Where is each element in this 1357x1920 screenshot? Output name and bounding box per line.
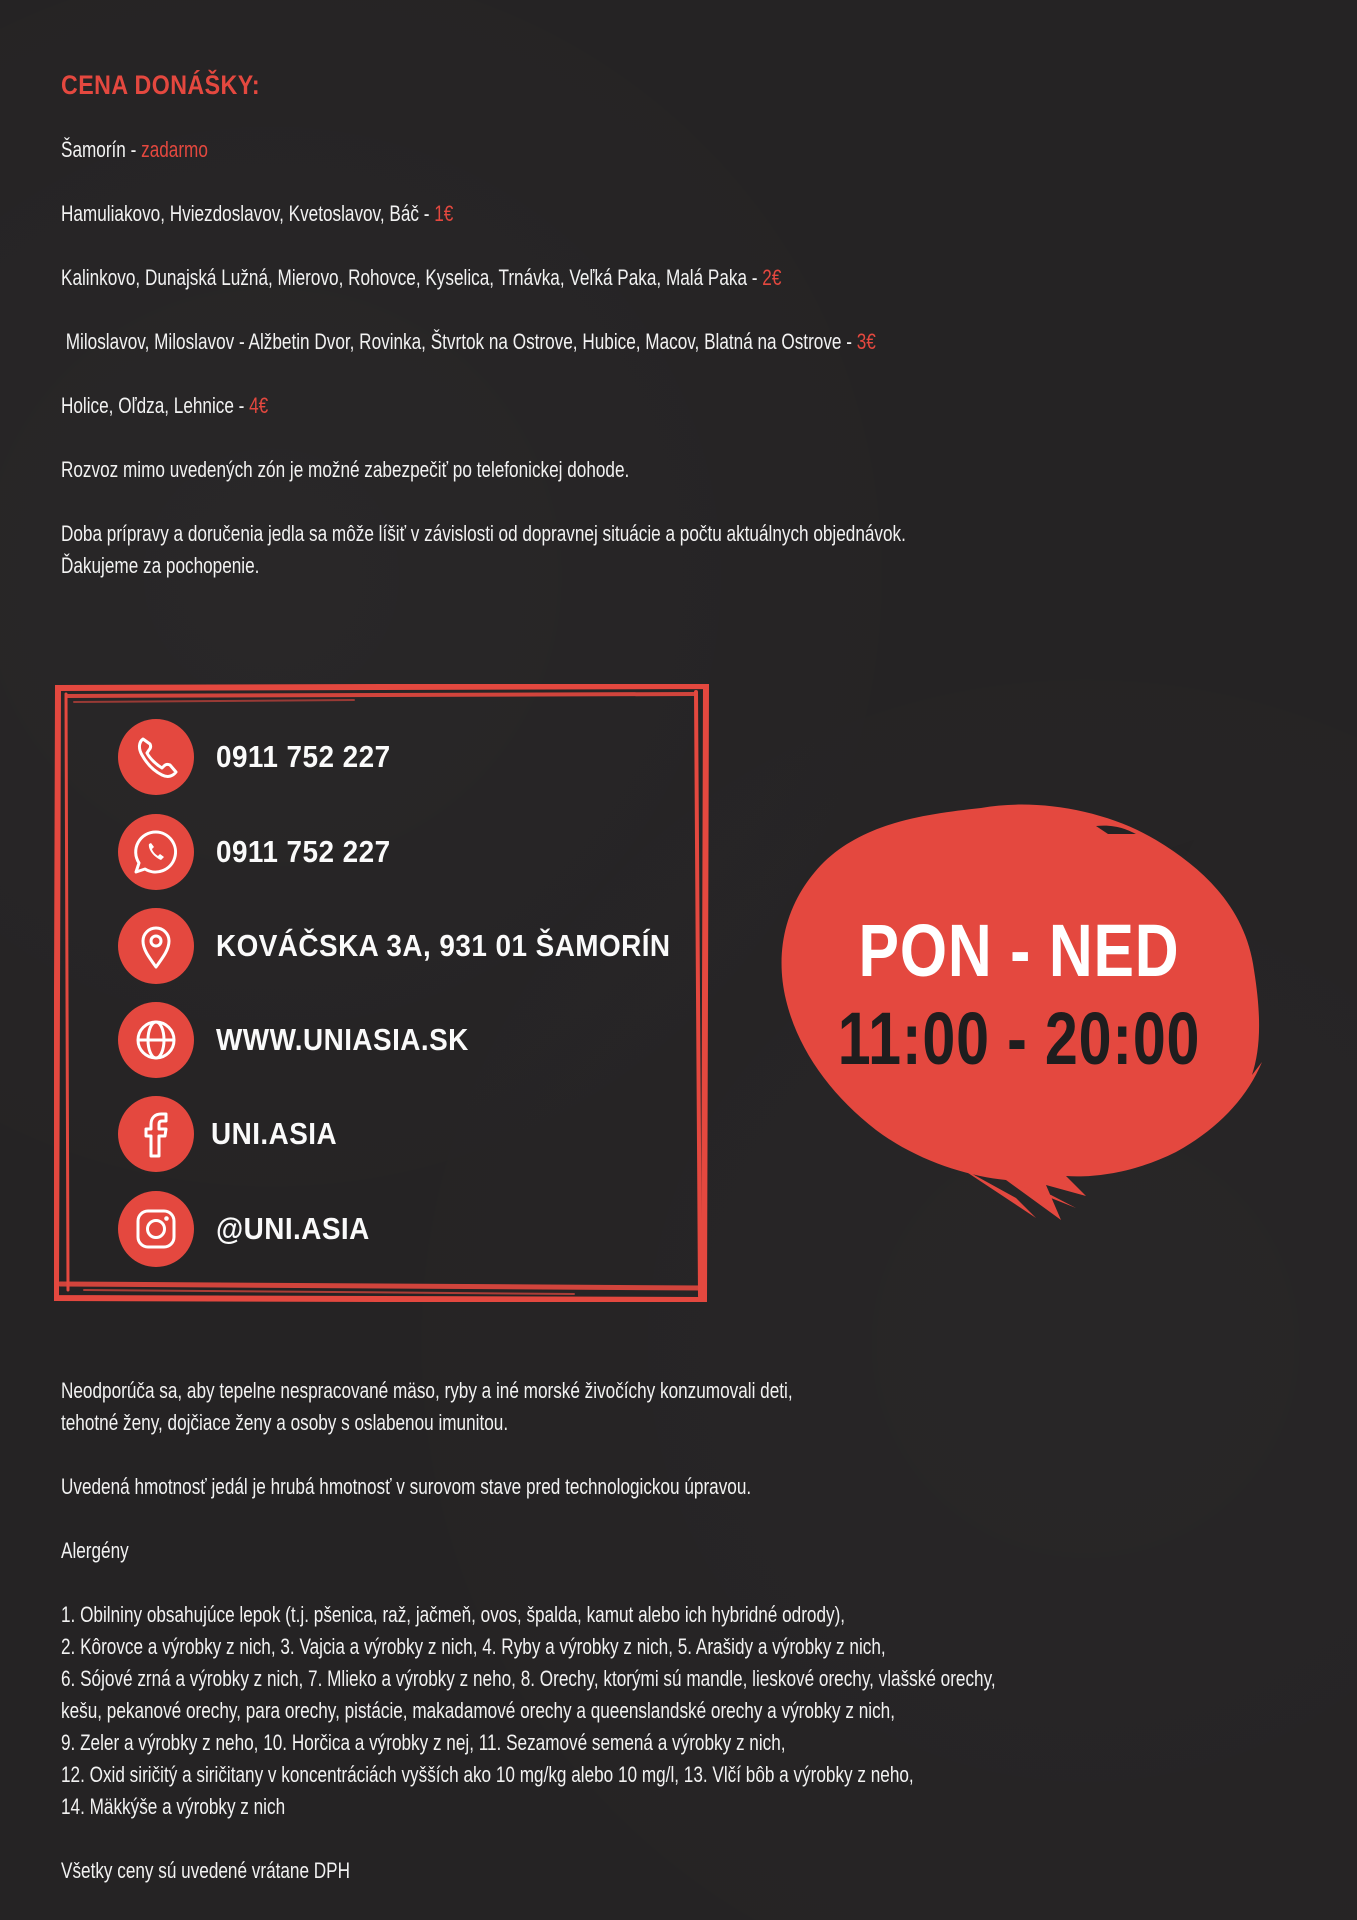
zone-places: Šamorín - — [61, 137, 142, 162]
whatsapp-icon — [116, 812, 196, 892]
delivery-zone-2 — [61, 262, 997, 294]
delivery-zone-1 — [61, 198, 997, 230]
facebook-handle: UNI.ASIA — [211, 1116, 338, 1151]
delivery-time-note: Doba prípravy a doručenia jedla sa môže líšiť v závislosti od dopravnej situácie a počtu aktuálnych objednávok. — [61, 521, 906, 546]
delivery-prices-section — [61, 70, 1261, 582]
legal-notes-section — [61, 1375, 1301, 1887]
contact-instagram-row[interactable] — [116, 1189, 387, 1269]
zone-price: zadarmo — [141, 137, 208, 162]
zone-places: Holice, Oľdza, Lehnice - — [61, 393, 250, 418]
contact-whatsapp-row[interactable] — [116, 812, 410, 892]
zone-price: 2€ — [762, 265, 782, 290]
opening-days: PON - NED — [858, 909, 1180, 992]
phone-icon — [116, 717, 196, 797]
delivery-zone-4 — [61, 390, 997, 422]
delivery-title: CENA DONÁŠKY: — [61, 70, 261, 100]
opening-hours-badge — [776, 800, 1262, 1240]
allergen-line: 6. Sójové zrná a výrobky z nich, 7. Mlieko a výrobky z neho, 8. Orechy, ktorými sú mandle, lieskové orechy, vlašské orechy, — [61, 1666, 996, 1691]
contact-box — [54, 684, 709, 1302]
facebook-icon — [116, 1094, 196, 1174]
allergen-line: 9. Zeler a výrobky z neho, 10. Horčica a výrobky z nej, 11. Sezamové semená a výrobky z nich, — [61, 1730, 786, 1755]
delivery-zone-3 — [61, 326, 997, 358]
zone-price: 4€ — [249, 393, 269, 418]
phone-number: 0911 752 227 — [216, 739, 391, 774]
whatsapp-number: 0911 752 227 — [216, 834, 391, 869]
website: WWW.UNIASIA.SK — [216, 1022, 469, 1057]
allergen-line: 1. Obilniny obsahujúce lepok (t.j. pšenica, raž, jačmeň, ovos, špalda, kamut alebo ich hybridné odrody), — [61, 1602, 846, 1627]
allergen-line: 2. Kôrovce a výrobky z nich, 3. Vajcia a výrobky z nich, 4. Ryby a výrobky z nich, 5. Arašidy a výrobky z nich, — [61, 1634, 886, 1659]
vat-note: Všetky ceny sú uvedené vrátane DPH — [61, 1858, 351, 1883]
raw-food-warning-2: tehotné ženy, dojčiace ženy a osoby s oslabenou imunitou. — [61, 1410, 509, 1435]
delivery-outside-note: Rozvoz mimo uvedených zón je možné zabezpečiť po telefonickej dohode. — [61, 457, 630, 482]
allergen-line: 12. Oxid siričitý a siričitany v koncentráciách vyšších ako 10 mg/kg alebo 10 mg/l, 13. Vlčí bôb a výrobky z neho, — [61, 1762, 914, 1787]
instagram-handle: @UNI.ASIA — [216, 1211, 370, 1246]
zone-price: 3€ — [856, 329, 876, 354]
raw-food-warning: Neodporúča sa, aby tepelne nespracované mäso, ryby a iné morské živočíchy konzumovali deti, — [61, 1378, 793, 1403]
zone-places: Hamuliakovo, Hviezdoslavov, Kvetoslavov, Báč - — [61, 201, 435, 226]
contact-website-row[interactable] — [116, 1000, 497, 1080]
instagram-icon — [116, 1189, 196, 1269]
opening-time: 11:00 - 20:00 — [837, 997, 1201, 1080]
zone-places: Kalinkovo, Dunajská Lužná, Mierovo, Rohovce, Kyselica, Trnávka, Veľká Paka, Malá Paka - — [61, 265, 763, 290]
contact-phone-row[interactable] — [116, 717, 410, 797]
allergen-line: kešu, pekanové orechy, para orechy, pistácie, makadamové orechy a queenslandské orechy a výrobky z nich, — [61, 1698, 895, 1723]
zone-price: 1€ — [434, 201, 454, 226]
contact-address-row[interactable] — [116, 906, 721, 986]
delivery-thanks: Ďakujeme za pochopenie. — [61, 553, 260, 578]
delivery-zone-0 — [61, 134, 997, 166]
globe-icon — [116, 1000, 196, 1080]
allergens-title: Alergény — [61, 1538, 129, 1563]
weight-note: Uvedená hmotnosť jedál je hrubá hmotnosť v surovom stave pred technologickou úpravou. — [61, 1474, 752, 1499]
location-pin-icon — [116, 906, 196, 986]
zone-places: Miloslavov, Miloslavov - Alžbetin Dvor, Rovinka, Štvrtok na Ostrove, Hubice, Macov, Blatná na Ostrove - — [61, 329, 857, 354]
address: KOVÁČSKA 3A, 931 01 ŠAMORÍN — [216, 928, 671, 963]
allergen-line: 14. Mäkkýše a výrobky z nich — [61, 1794, 286, 1819]
contact-facebook-row[interactable] — [116, 1094, 351, 1174]
